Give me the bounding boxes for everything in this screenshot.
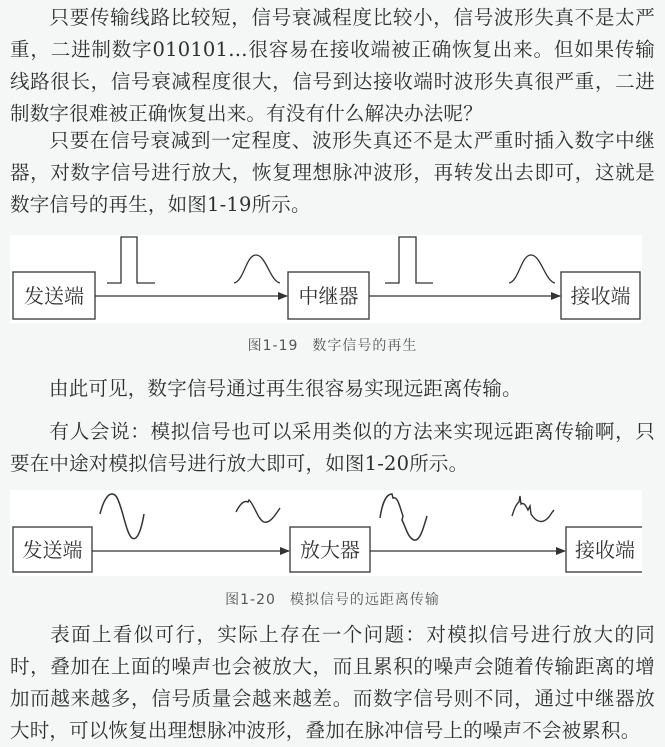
paragraph-4-text: 有人会说：模拟信号也可以采用类似的方法来实现远距离传输啊，只要在中途对模拟信号进行放大即可，如图1-20所示。 (10, 420, 655, 475)
sender-label: 发送端 (24, 284, 84, 308)
receiver-label: 接收端 (570, 284, 631, 308)
attenuated-noisier-sine-icon (512, 496, 554, 521)
amplified-noisy-sine-icon (380, 494, 427, 540)
paragraph-4 (10, 416, 655, 480)
paragraph-5 (10, 619, 655, 747)
receiver-label: 接收端 (575, 538, 635, 562)
sender-label: 发送端 (22, 538, 83, 562)
paragraph-3-text: 由此可见，数字信号通过再生很容易实现远距离传输。 (49, 377, 522, 400)
figure-1-19 (10, 235, 642, 323)
amplifier-box (290, 527, 370, 572)
figure-1-20 (10, 490, 642, 576)
caption-title: 数字信号的再生 (312, 338, 418, 354)
paragraph-2 (10, 125, 655, 221)
figure-1-19-caption (0, 335, 665, 355)
clean-sine-wave-icon (100, 494, 144, 539)
digital-regeneration-diagram (10, 235, 642, 323)
receiver-box (566, 527, 642, 572)
attenuated-bell-icon (234, 255, 280, 283)
paragraph-5-text: 表面上看似可行，实际上存在一个问题：对模拟信号进行放大的同时，叠加在上面的噪声也会被放大，而且累积的噪声会随着传输距离的增加而越来越多，信号质量会越来越差。而数字信号则不同，通过中继器放大时，可以恢复出理想脉冲波形，叠加在脉冲信号上的噪声不会被累积。 (10, 623, 655, 742)
caption-number: 图1-20 (225, 592, 276, 608)
paragraph-1 (10, 2, 655, 130)
receiver-box (561, 272, 640, 319)
analog-transmission-diagram (10, 490, 642, 576)
pulse-signal-icon (107, 237, 155, 283)
pulse-signal-icon (385, 237, 433, 283)
sender-box (13, 527, 92, 572)
sender-box (13, 272, 95, 319)
caption-title: 模拟信号的远距离传输 (289, 592, 440, 608)
amplifier-label: 放大器 (300, 538, 360, 562)
repeater-label: 中继器 (298, 284, 359, 308)
repeater-box (288, 272, 369, 319)
paragraph-2-text: 只要在信号衰减到一定程度、波形失真还不是太严重时插入数字中继器，对数字信号进行放大，恢复理想脉冲波形，再转发出去即可，这就是数字信号的再生，如图1-19所示。 (10, 129, 655, 216)
attenuated-noisy-sine-icon (236, 500, 280, 522)
caption-number: 图1-19 (247, 338, 299, 354)
figure-1-20-caption (0, 589, 665, 609)
paragraph-3 (10, 373, 655, 405)
paragraph-1-text: 只要传输线路比较短，信号衰减程度比较小，信号波形失真不是太严重，二进制数字010101…很容易在接收端被正确恢复出来。但如果传输线路很长，信号衰减程度很大，信号到达接收端时波形失真很严重，二进制数字很难被正确恢复出来。有没有什么解决办法呢？ (10, 6, 655, 125)
attenuated-bell-icon (509, 255, 555, 283)
